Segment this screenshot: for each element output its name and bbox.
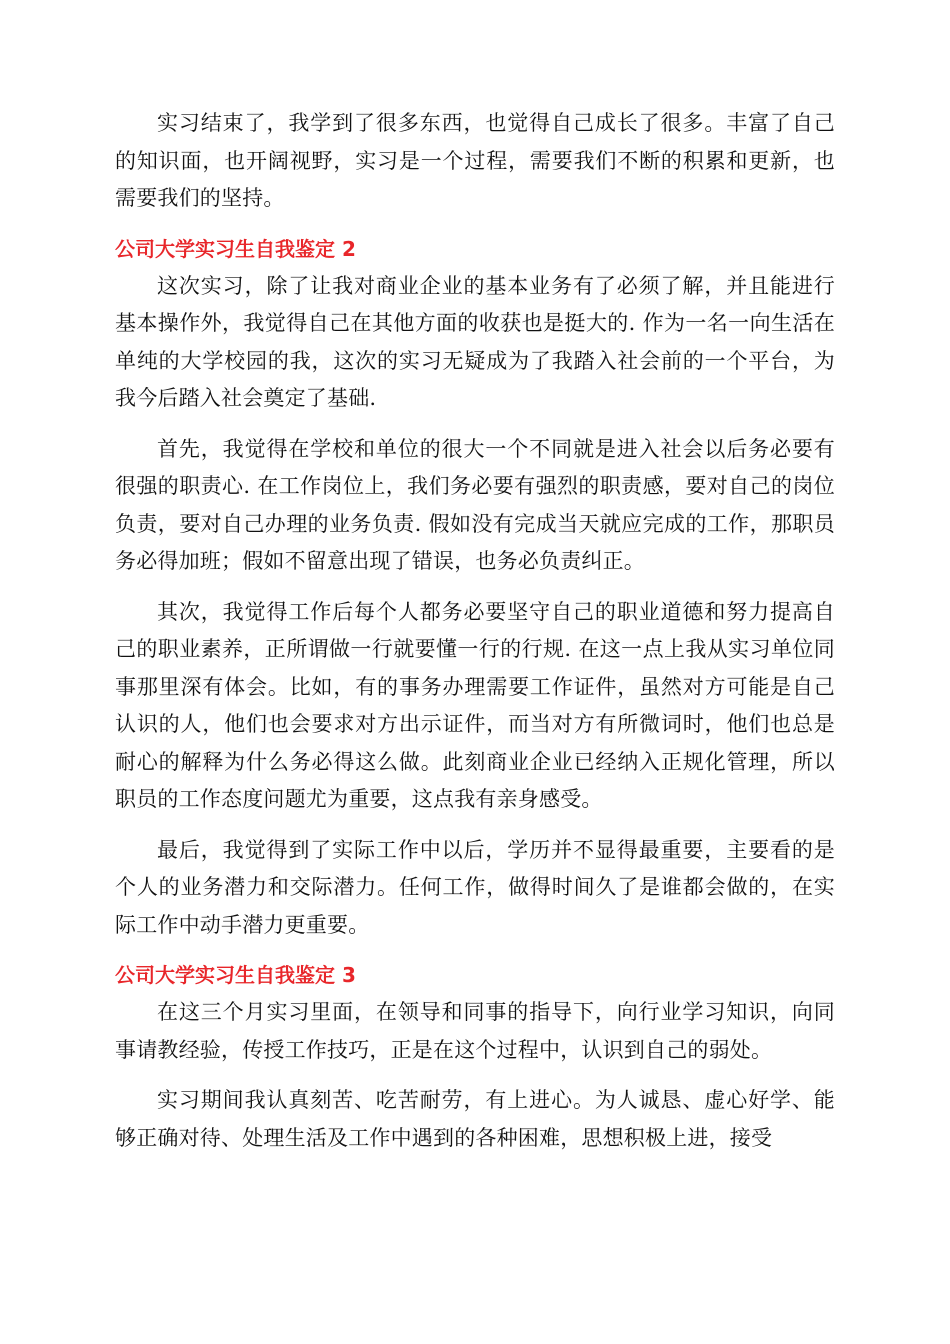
- paragraph-first-point: 首先，我觉得在学校和单位的很大一个不同就是进入社会以后务必要有很强的职责心. 在工作岗位上，我们务必要有强烈的职责感，要对自己的岗位负责，要对自己办理的业务负责. 假如没有完成当天就应完成的工作，那职员务必得加班；假如不留意出现了错误，也务必负责纠正。: [115, 436, 835, 573]
- paragraph-intro-conclusion: 实习结束了，我学到了很多东西，也觉得自己成长了很多。丰富了自己的知识面，也开阔视野，实习是一个过程，需要我们不断的积累和更新，也需要我们的坚持。: [115, 111, 835, 210]
- paragraph-second-point: 其次，我觉得工作后每个人都务必要坚守自己的职业道德和努力提高自己的职业素养，正所谓做一行就要懂一行的行规. 在这一点上我从实习单位同事那里深有体会。比如，有的事务办理需要工作证件，虽然对方可能是自己认识的人，他们也会要求对方出示证件，而当对方有所微词时，他们也总是耐心的解释为什么务必得这么做。此刻商业企业已经纳入正规化管理，所以职员的工作态度问题尤为重要，这点我有亲身感受。: [115, 599, 835, 811]
- paragraph-section2-intro: 这次实习，除了让我对商业企业的基本业务有了必须了解，并且能进行基本操作外，我觉得自己在其他方面的收获也是挺大的. 作为一名一向生活在单纯的大学校园的我，这次的实习无疑成为了我踏入社会前的一个平台，为我今后踏入社会奠定了基础.: [115, 273, 835, 410]
- section-heading-2: 公司大学实习生自我鉴定 2: [115, 236, 356, 261]
- paragraph-section3-attitude: 实习期间我认真刻苦、吃苦耐劳，有上进心。为人诚恳、虚心好学、能够正确对待、处理生活及工作中遇到的各种困难，思想积极上进，接受: [115, 1088, 835, 1150]
- paragraph-final-point: 最后，我觉得到了实际工作中以后，学历并不显得最重要，主要看的是个人的业务潜力和交际潜力。任何工作，做得时间久了是谁都会做的，在实际工作中动手潜力更重要。: [115, 837, 835, 937]
- document-body: [115, 105, 835, 1157]
- section-heading-3: 公司大学实习生自我鉴定 3: [115, 963, 356, 987]
- paragraph-section3-intro: 在这三个月实习里面，在领导和同事的指导下，向行业学习知识，向同事请教经验，传授工作技巧，正是在这个过程中，认识到自己的弱处。: [115, 1000, 835, 1062]
